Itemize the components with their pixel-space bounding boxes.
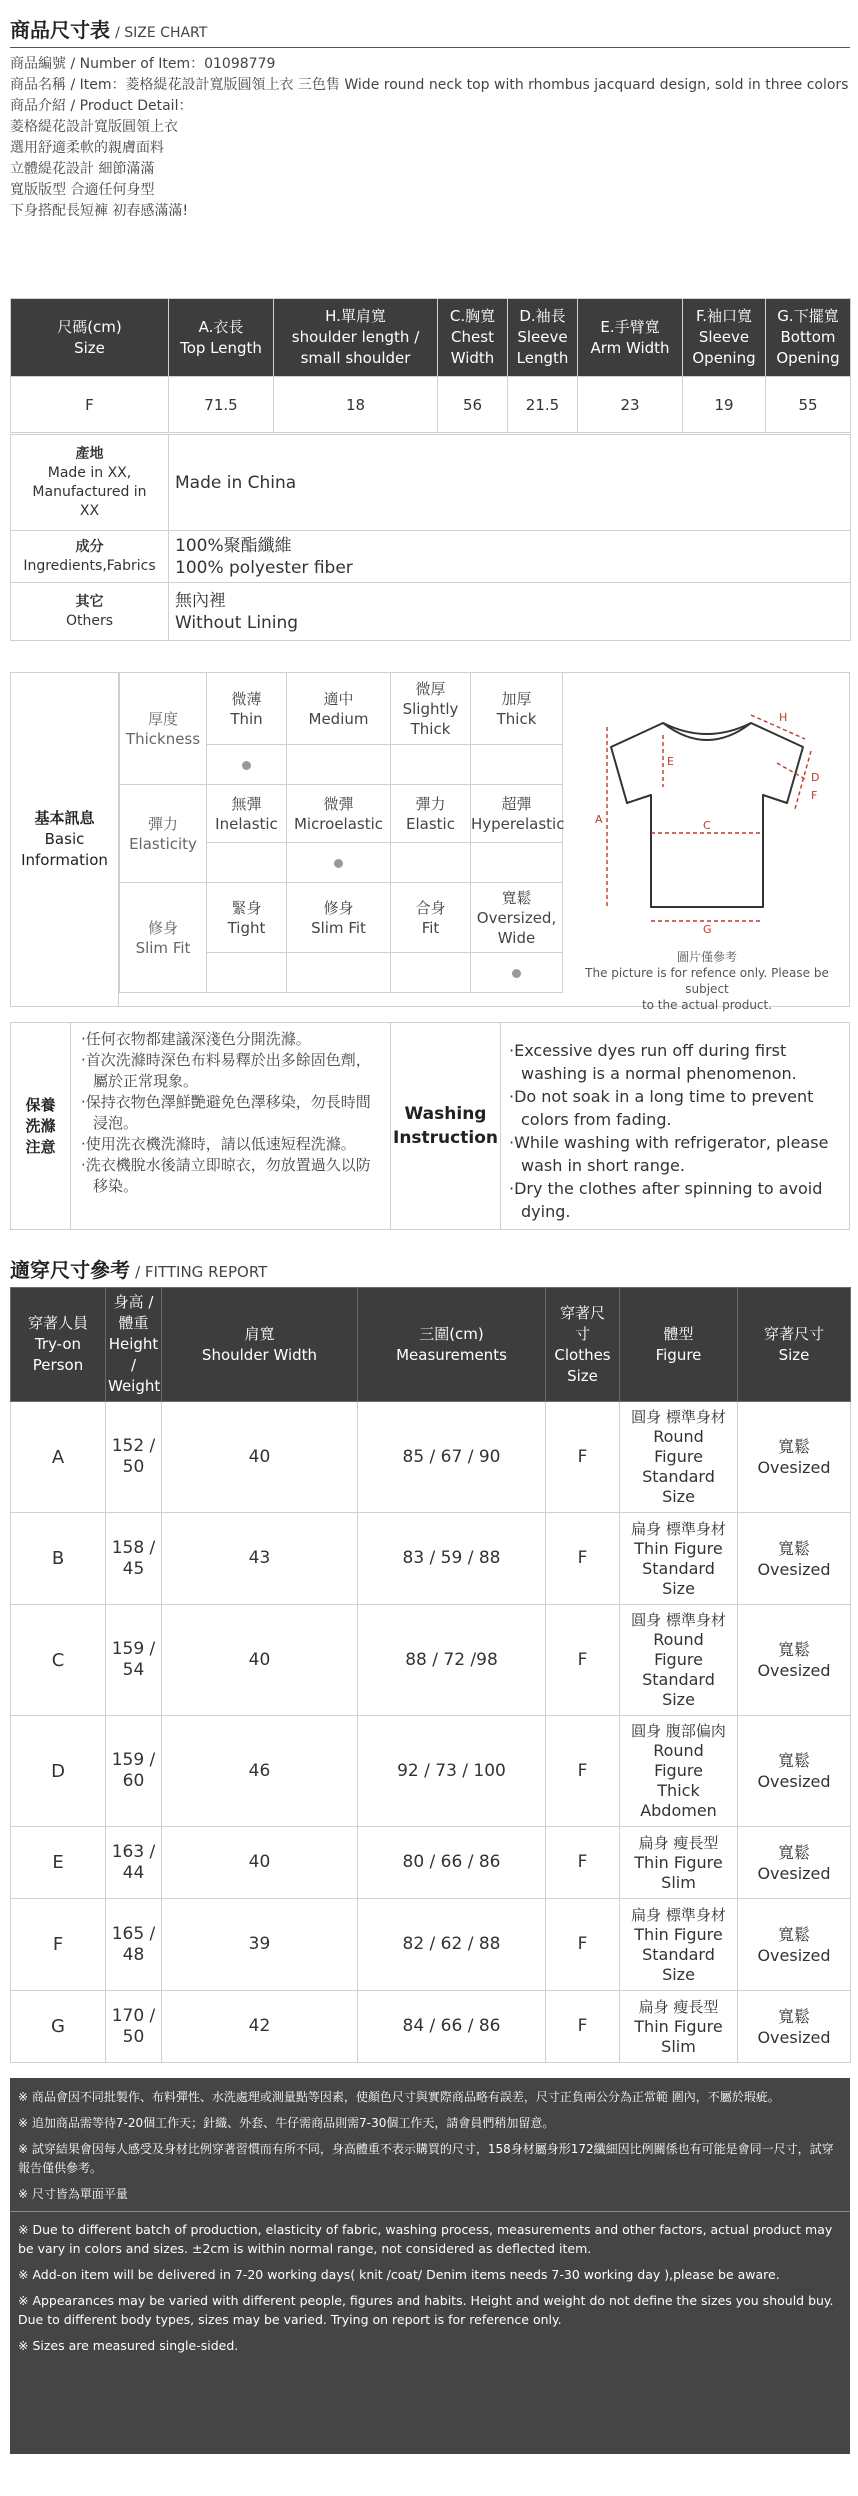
attribute-table xyxy=(119,672,563,993)
size-table xyxy=(10,298,851,433)
table-row xyxy=(11,1991,851,2063)
arm-width-value: 23 xyxy=(578,377,683,433)
washing-en xyxy=(501,1023,849,1229)
elasticity-marker-cell xyxy=(287,843,391,883)
measure-cell: 80 / 66 / 86 xyxy=(358,1827,546,1899)
note-en: ※ Add-on item will be delivered in 7-20 working days( knit /coat/ Denim items needs 7-30 working day ),please be aware. xyxy=(18,2267,780,2282)
sleeve-length-value: 21.5 xyxy=(508,377,578,433)
size-cell: F xyxy=(546,1716,620,1827)
size-cell: F xyxy=(546,1402,620,1513)
note-zh: ※ 追加商品需等待7-20個工作天；針織、外套、牛仔需商品則需7-30個工作天，請會員們稍加留意。 xyxy=(18,2116,555,2130)
measurements-header: 三圍(cm) Measurements xyxy=(358,1288,546,1402)
height-weight-cell: 163 / 44 xyxy=(106,1827,162,1899)
selected-dot-icon xyxy=(334,859,343,868)
figure-cell: 扁身 標準身材 Thin Figure Standard Size xyxy=(620,1513,738,1605)
figure-header: 體型 Figure xyxy=(620,1288,738,1402)
sleeve-opening-header: F.袖口寬 Sleeve Opening xyxy=(683,299,766,377)
fitting-subtitle: / FITTING REPORT xyxy=(135,1263,268,1281)
thickness-marker-cell xyxy=(471,745,563,785)
fit-option: 寬鬆 Oversized, Wide xyxy=(471,883,563,953)
thickness-option: 微薄 Thin xyxy=(207,673,287,745)
fitting-title: 適穿尺寸參考 xyxy=(10,1258,130,1282)
table-row xyxy=(11,1605,851,1716)
fit-label: 修身 Slim Fit xyxy=(120,883,207,993)
ingredients-value: 100%聚酯纖維 100% polyester fiber xyxy=(169,531,851,583)
size-value: F xyxy=(11,377,169,433)
washing-en-item: ·Dry the clothes after spinning to avoid dying. xyxy=(509,1179,823,1221)
thickness-option: 微厚 Slightly Thick xyxy=(391,673,471,745)
washing-zh-item: ·洗衣機脫水後請立即晾衣，勿放置過久以防移染。 xyxy=(81,1156,371,1195)
shoulder-header: H.單肩寬 shoulder length / small shoulder xyxy=(274,299,438,377)
bottom-opening-header: G.下擺寬 Bottom Opening xyxy=(766,299,851,377)
height-weight-cell: 165 / 48 xyxy=(106,1899,162,1991)
fit-option: 修身 Slim Fit xyxy=(287,883,391,953)
elasticity-marker-cell xyxy=(207,843,287,883)
thickness-marker-cell xyxy=(287,745,391,785)
thickness-option: 加厚 Thick xyxy=(471,673,563,745)
washing-zh-item: ·保持衣物色澤鮮艷避免色澤移染，勿長時間浸泡。 xyxy=(81,1093,371,1132)
figure-cell: 圓身 標準身材 Round Figure Standard Size xyxy=(620,1605,738,1716)
note-en: ※ Sizes are measured single-sided. xyxy=(18,2338,239,2353)
diagram-label-g: G xyxy=(703,923,712,936)
notes-block xyxy=(10,2078,850,2454)
fit-cell: 寬鬆 Ovesized xyxy=(738,1899,851,1991)
fit-marker-cell xyxy=(391,953,471,993)
table-row xyxy=(11,1899,851,1991)
table-row xyxy=(11,1827,851,1899)
figure-cell: 圓身 腹部偏肉 Round Figure Thick Abdomen xyxy=(620,1716,738,1827)
thickness-label: 厚度 Thickness xyxy=(120,673,207,785)
person-cell: G xyxy=(11,1991,106,2063)
elasticity-label: 彈力 Elasticity xyxy=(120,785,207,883)
diagram-note: 圖片僅參考 The picture is for refence only. Please be subject to the actual product. xyxy=(585,950,829,1012)
measure-cell: 84 / 66 / 86 xyxy=(358,1991,546,2063)
elasticity-option: 無彈 Inelastic xyxy=(207,785,287,843)
person-cell: C xyxy=(11,1605,106,1716)
header xyxy=(10,14,850,222)
table-row xyxy=(11,1513,851,1605)
height-weight-cell: 152 / 50 xyxy=(106,1402,162,1513)
size-cell: F xyxy=(546,1899,620,1991)
shoulder-width-header: 肩寬 Shoulder Width xyxy=(162,1288,358,1402)
size-cell: F xyxy=(546,1827,620,1899)
table-row xyxy=(11,1402,851,1513)
shoulder-value: 18 xyxy=(274,377,438,433)
fit-marker-cell xyxy=(471,953,563,993)
person-cell: B xyxy=(11,1513,106,1605)
height-weight-cell: 158 / 45 xyxy=(106,1513,162,1605)
shoulder-cell: 42 xyxy=(162,1991,358,2063)
thickness-option: 適中 Medium xyxy=(287,673,391,745)
fit-option: 緊身 Tight xyxy=(207,883,287,953)
washing-instruction-title: Washing Instruction xyxy=(391,1023,501,1229)
note-en: ※ Due to different batch of production, elasticity of fabric, washing process, measurements and other factors, actual product may be vary in colors and sizes. ±2cm is within normal range, not considered as deflected item. xyxy=(18,2222,833,2256)
person-cell: F xyxy=(11,1899,106,1991)
shoulder-cell: 39 xyxy=(162,1899,358,1991)
elasticity-marker-cell xyxy=(471,843,563,883)
clothes-size-header: 穿著尺 寸 Clothes Size xyxy=(546,1288,620,1402)
detail-line: 下身搭配長短褲 初春感滿滿! xyxy=(10,203,189,219)
bottom-opening-value: 55 xyxy=(766,377,851,433)
measure-cell: 92 / 73 / 100 xyxy=(358,1716,546,1827)
figure-cell: 扁身 瘦長型 Thin Figure Slim xyxy=(620,1991,738,2063)
person-cell: A xyxy=(11,1402,106,1513)
shoulder-cell: 40 xyxy=(162,1605,358,1716)
height-weight-header: 身高 / 體重 Height / Weight xyxy=(106,1288,162,1402)
elasticity-option: 彈力 Elastic xyxy=(391,785,471,843)
diagram-label-e: E xyxy=(667,755,674,768)
shoulder-cell: 40 xyxy=(162,1402,358,1513)
fit-cell: 寬鬆 Ovesized xyxy=(738,1402,851,1513)
elasticity-option: 微彈 Microelastic xyxy=(287,785,391,843)
size-cell: F xyxy=(546,1991,620,2063)
top-length-header: A.衣長 Top Length xyxy=(169,299,274,377)
chest-header: C.胸寬 Chest Width xyxy=(438,299,508,377)
diagram-label-h: H xyxy=(779,711,788,724)
fit-cell: 寬鬆 Ovesized xyxy=(738,1513,851,1605)
washing-en-item: ·Excessive dyes run off during first washing is a normal phenomenon. xyxy=(509,1041,797,1083)
washing-en-item: ·Do not soak in a long time to prevent colors from fading. xyxy=(509,1087,814,1129)
size-header: 尺碼(cm) Size xyxy=(11,299,169,377)
fit-cell: 寬鬆 Ovesized xyxy=(738,1716,851,1827)
height-weight-cell: 159 / 54 xyxy=(106,1605,162,1716)
selected-dot-icon xyxy=(242,761,251,770)
washing-zh-item: ·任何衣物都建議深淺色分開洗滌。 xyxy=(81,1030,311,1048)
page-title: 商品尺寸表 xyxy=(10,18,110,42)
table-row xyxy=(11,1716,851,1827)
origin-label: 產地 Made in XX, Manufactured in XX xyxy=(11,435,169,531)
fitting-table xyxy=(10,1287,851,2063)
measure-cell: 88 / 72 /98 xyxy=(358,1605,546,1716)
product-detail-label: 商品介紹 / Product Detail： xyxy=(10,98,193,114)
note-zh: ※ 試穿結果會因每人感受及身材比例穿著習慣而有所不同，身高體重不表示購買的尺寸，158身材屬身形172纖細因比例關係也有可能是會同一尺寸，試穿報告僅供參考。 xyxy=(18,2142,834,2175)
ingredients-label: 成分 Ingredients,Fabrics xyxy=(11,531,169,583)
notes-divider xyxy=(10,2211,850,2212)
arm-width-header: E.手臂寬 Arm Width xyxy=(578,299,683,377)
diagram-label-d: D xyxy=(811,771,820,784)
measure-cell: 85 / 67 / 90 xyxy=(358,1402,546,1513)
fit-cell: 寬鬆 Ovesized xyxy=(738,1827,851,1899)
title-divider xyxy=(10,47,850,48)
note-zh: ※ 尺寸皆為單面平量 xyxy=(18,2187,128,2201)
washing-zh-item: ·首次洗滌時深色布料易釋於出多餘固色劑，屬於正常現象。 xyxy=(81,1051,371,1090)
garment-diagram xyxy=(567,687,847,1012)
washing-zh-item: ·使用洗衣機洗滌時，請以低速短程洗滌。 xyxy=(81,1135,356,1153)
height-weight-cell: 170 / 50 xyxy=(106,1991,162,2063)
fit-marker-cell xyxy=(287,953,391,993)
elasticity-option: 超彈 Hyperelastic xyxy=(471,785,563,843)
others-value: 無內裡 Without Lining xyxy=(169,583,851,641)
elasticity-marker-cell xyxy=(391,843,471,883)
detail-line: 菱格緹花設計寬版圓領上衣 xyxy=(10,119,178,135)
washing-block xyxy=(10,1022,850,1230)
note-en: ※ Appearances may be varied with different people, figures and habits. Height and weight do not define the sizes you should buy. Due to different body types, sizes may be varied. Trying on report is for reference only. xyxy=(18,2293,834,2327)
fit-cell: 寬鬆 Ovesized xyxy=(738,1605,851,1716)
page-subtitle: / SIZE CHART xyxy=(115,25,208,41)
person-cell: D xyxy=(11,1716,106,1827)
info-table xyxy=(10,434,851,641)
item-name: 商品名稱 / Item：菱格緹花設計寬版圓領上衣 三色售 Wide round neck top with rhombus jacquard design, sold in three colors xyxy=(10,77,849,93)
measure-cell: 83 / 59 / 88 xyxy=(358,1513,546,1605)
person-header: 穿著人員 Try-on Person xyxy=(11,1288,106,1402)
detail-line: 寬版版型 合適任何身型 xyxy=(10,182,155,198)
shoulder-cell: 46 xyxy=(162,1716,358,1827)
basic-info-title: 基本訊息 Basic Information xyxy=(11,673,119,1006)
size-cell: F xyxy=(546,1513,620,1605)
fitting-header xyxy=(10,1254,850,1283)
item-number: 商品編號 / Number of Item：01098779 xyxy=(10,56,276,72)
fit-option: 合身 Fit xyxy=(391,883,471,953)
washing-en-item: ·While washing with refrigerator, please wash in short range. xyxy=(509,1133,829,1175)
person-cell: E xyxy=(11,1827,106,1899)
thickness-marker-cell xyxy=(391,745,471,785)
height-weight-cell: 159 / 60 xyxy=(106,1716,162,1827)
fit-cell: 寬鬆 Ovesized xyxy=(738,1991,851,2063)
chest-value: 56 xyxy=(438,377,508,433)
note-zh: ※ 商品會因不同批製作、布料彈性、水洗處理或測量點等因素，使顏色尺寸與實際商品略有誤差，尺寸正負兩公分為正常範 圍內，不屬於瑕疵。 xyxy=(18,2090,780,2104)
washing-zh xyxy=(71,1023,391,1229)
washing-title: 保養 洗滌 注意 xyxy=(11,1023,71,1229)
thickness-marker-cell xyxy=(207,745,287,785)
detail-line: 選用舒適柔軟的親膚面料 xyxy=(10,140,164,156)
diagram-label-a: A xyxy=(595,813,603,826)
detail-line: 立體緹花設計 細節滿滿 xyxy=(10,161,155,177)
fit-size-header: 穿著尺寸 Size xyxy=(738,1288,851,1402)
diagram-label-f: F xyxy=(811,789,818,802)
measure-cell: 82 / 62 / 88 xyxy=(358,1899,546,1991)
others-label: 其它 Others xyxy=(11,583,169,641)
sleeve-length-header: D.袖長 Sleeve Length xyxy=(508,299,578,377)
figure-cell: 扁身 瘦長型 Thin Figure Slim xyxy=(620,1827,738,1899)
shoulder-cell: 43 xyxy=(162,1513,358,1605)
origin-value: Made in China xyxy=(169,435,851,531)
figure-cell: 扁身 標準身材 Thin Figure Standard Size xyxy=(620,1899,738,1991)
selected-dot-icon xyxy=(512,969,521,978)
figure-cell: 圓身 標準身材 Round Figure Standard Size xyxy=(620,1402,738,1513)
diagram-label-c: C xyxy=(703,819,711,832)
tshirt-measure-icon xyxy=(567,687,847,937)
sleeve-opening-value: 19 xyxy=(683,377,766,433)
basic-info-block xyxy=(10,672,850,1012)
size-cell: F xyxy=(546,1605,620,1716)
shoulder-cell: 40 xyxy=(162,1827,358,1899)
top-length-value: 71.5 xyxy=(169,377,274,433)
fit-marker-cell xyxy=(207,953,287,993)
